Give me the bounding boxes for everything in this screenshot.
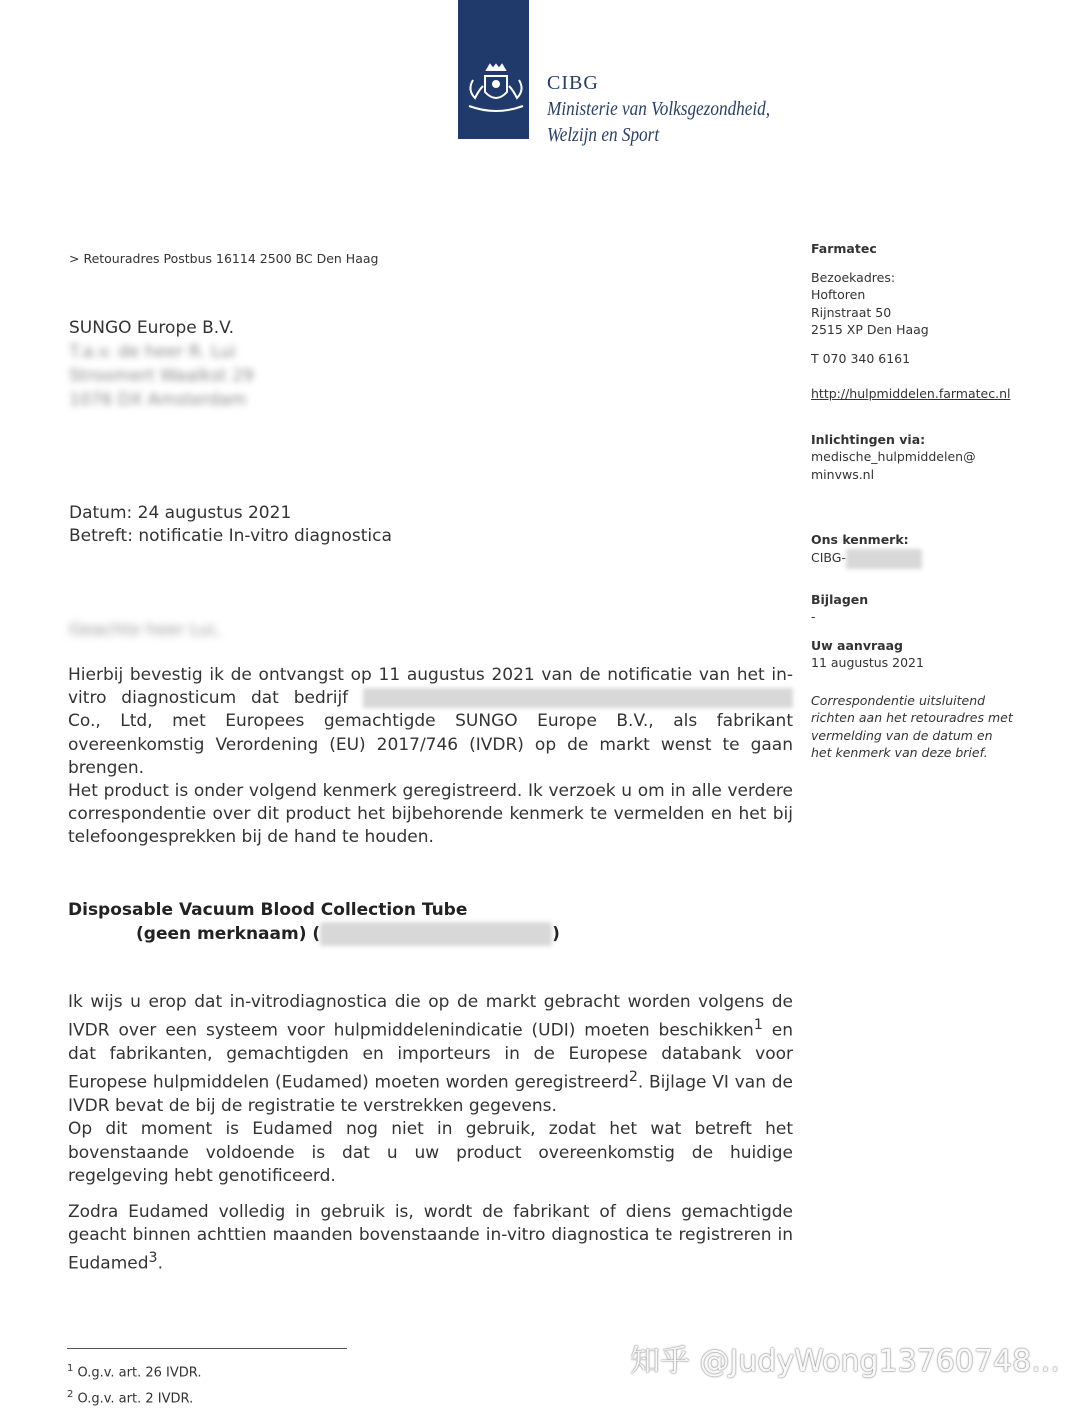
body-paragraph-1: [68, 664, 793, 850]
product-brand-close: ): [552, 924, 560, 944]
logo-text: [547, 70, 806, 148]
watermark: 知乎 @JudyWong13760748...: [630, 1344, 1060, 1379]
footnote-mark: 1: [753, 1017, 763, 1034]
sidebar-note-line: Correspondentie uitsluitend: [811, 692, 986, 708]
sidebar-visit-line: Rijnstraat 50: [811, 304, 892, 320]
footnote-text: O.g.v. art. 26 IVDR.: [77, 1365, 202, 1381]
product-block: [68, 898, 560, 946]
redacted-company-name: [363, 688, 793, 708]
sidebar-phone: T 070 340 6161: [811, 350, 911, 366]
sidebar-ref-line: [811, 549, 1051, 569]
logo-ministry-line1: Ministerie van Volksgezondheid,: [547, 98, 771, 120]
sidebar-website-link[interactable]: http://hulpmiddelen.farmatec.nl: [811, 386, 1011, 401]
recipient-company: SUNGO Europe B.V.: [69, 318, 235, 338]
sidebar-attach-label: Bijlagen: [811, 591, 869, 607]
body-paragraph-3: [68, 991, 793, 1188]
product-brand: (geen merknaam) (: [136, 924, 321, 944]
sidebar-attach-value: -: [811, 609, 816, 624]
recipient-block: [69, 316, 254, 412]
sidebar-note-line: vermelding van de datum en: [811, 727, 993, 743]
body-text: Co., Ltd, met Europees gemachtigde SUNGO Europe B.V., als fabrikant overeenkomstig Verordening (EU) 2017/746 (IVDR) op de markt wenst te gaan brengen.: [68, 711, 793, 778]
sidebar-info-email: minvws.nl: [811, 466, 875, 482]
recipient-redacted-line: T.a.v. de heer R. Lui: [69, 342, 236, 362]
sidebar-request-value: 11 augustus 2021: [811, 655, 924, 670]
letter-subject: Betreft: notificatie In-vitro diagnostica: [69, 526, 392, 546]
body-text: en dat fabrikanten, gemachtigden en importeurs in de Europese databank voor Europese hulpmiddelen (Eudamed) moeten worden geregistreerd: [68, 1020, 794, 1093]
return-address: > Retouradres Postbus 16114 2500 BC Den Haag: [69, 251, 379, 266]
body-text: .: [157, 1254, 163, 1275]
footnote-1: [67, 1358, 201, 1384]
footnote-mark: 2: [628, 1069, 638, 1086]
redacted-registration-number: [320, 922, 552, 946]
body-text: . Bijlage VI van de IVDR bevat de bij de registratie te verstrekken gegevens.: [68, 1072, 793, 1117]
logo-band: [458, 0, 529, 139]
letter-date: Datum: 24 augustus 2021: [69, 503, 292, 523]
footnotes: [67, 1358, 201, 1411]
coat-of-arms-icon: [461, 62, 526, 122]
product-brand-line: [68, 922, 560, 946]
sidebar-visit-line: 2515 XP Den Haag: [811, 322, 929, 337]
footnote-number: 2: [67, 1389, 74, 1401]
body-paragraph-2: Het product is onder volgend kenmerk geregistreerd. Ik verzoek u om in alle verdere correspondentie over dit product het bijbehorende kenmerk te vermelden en het bij telefoongesprekken bij de hand te houden.: [68, 781, 793, 848]
body-text: Ik wijs u erop dat in-vitrodiagnostica die op de markt gebracht worden volgens de IVDR over een systeem voor hulpmiddelenindicatie (UDI) moeten beschikken: [68, 992, 793, 1041]
sidebar-visit-label: Bezoekadres:: [811, 269, 896, 285]
recipient-redacted-line: Stroomert Waalkst 29: [69, 366, 254, 386]
sidebar-department: Farmatec: [811, 241, 877, 256]
footnote-number: 1: [67, 1363, 74, 1374]
sidebar-ref-value: CIBG-: [811, 549, 846, 565]
footnote-2: [67, 1384, 201, 1410]
footnote-text: O.g.v. art. 2 IVDR.: [77, 1391, 194, 1407]
body-text: Hierbij bevestig ik de ontvangst op 11 augustus 2021 van de notificatie van het in-vitro diagnosticum dat bedrijf: [68, 665, 793, 709]
sidebar-info-label: Inlichtingen via:: [811, 431, 926, 447]
body-paragraph-5: [68, 1201, 793, 1276]
footnote-mark: 3: [148, 1250, 158, 1267]
logo-org: CIBG: [547, 72, 599, 94]
salutation-redacted: Geachte heer Lui,: [69, 620, 220, 640]
sidebar-note-line: het kenmerk van deze brief.: [811, 745, 988, 760]
recipient-redacted-line: 1076 DX Amsterdam: [69, 390, 247, 410]
letter-sidebar: [811, 240, 1051, 762]
logo-ministry-line2: Welzijn en Sport: [547, 124, 660, 146]
body-text: Zodra Eudamed volledig in gebruik is, wordt de fabrikant of diens gemachtigde geacht binnen achttien maanden bovenstaande in-vitro diagnostica te registreren in Eudamed: [68, 1202, 793, 1275]
sidebar-ref-label: Ons kenmerk:: [811, 532, 909, 547]
sidebar-info-email: medische_hulpmiddelen@: [811, 449, 976, 464]
product-name: Disposable Vacuum Blood Collection Tube: [68, 900, 468, 920]
sidebar-request-label: Uw aanvraag: [811, 637, 903, 653]
body-paragraph-4: Op dit moment is Eudamed nog niet in gebruik, zodat het wat betreft het bovenstaande voldoende is dat u uw product overeenkomstig de huidige regelgeving hebt genotificeerd.: [68, 1119, 793, 1186]
footnote-divider: [67, 1348, 347, 1349]
sidebar-visit-line: Hoftoren: [811, 287, 866, 302]
sidebar-note-line: richten aan het retouradres met: [811, 710, 1013, 725]
redacted-reference: [846, 549, 922, 569]
letter-meta: [69, 502, 392, 548]
